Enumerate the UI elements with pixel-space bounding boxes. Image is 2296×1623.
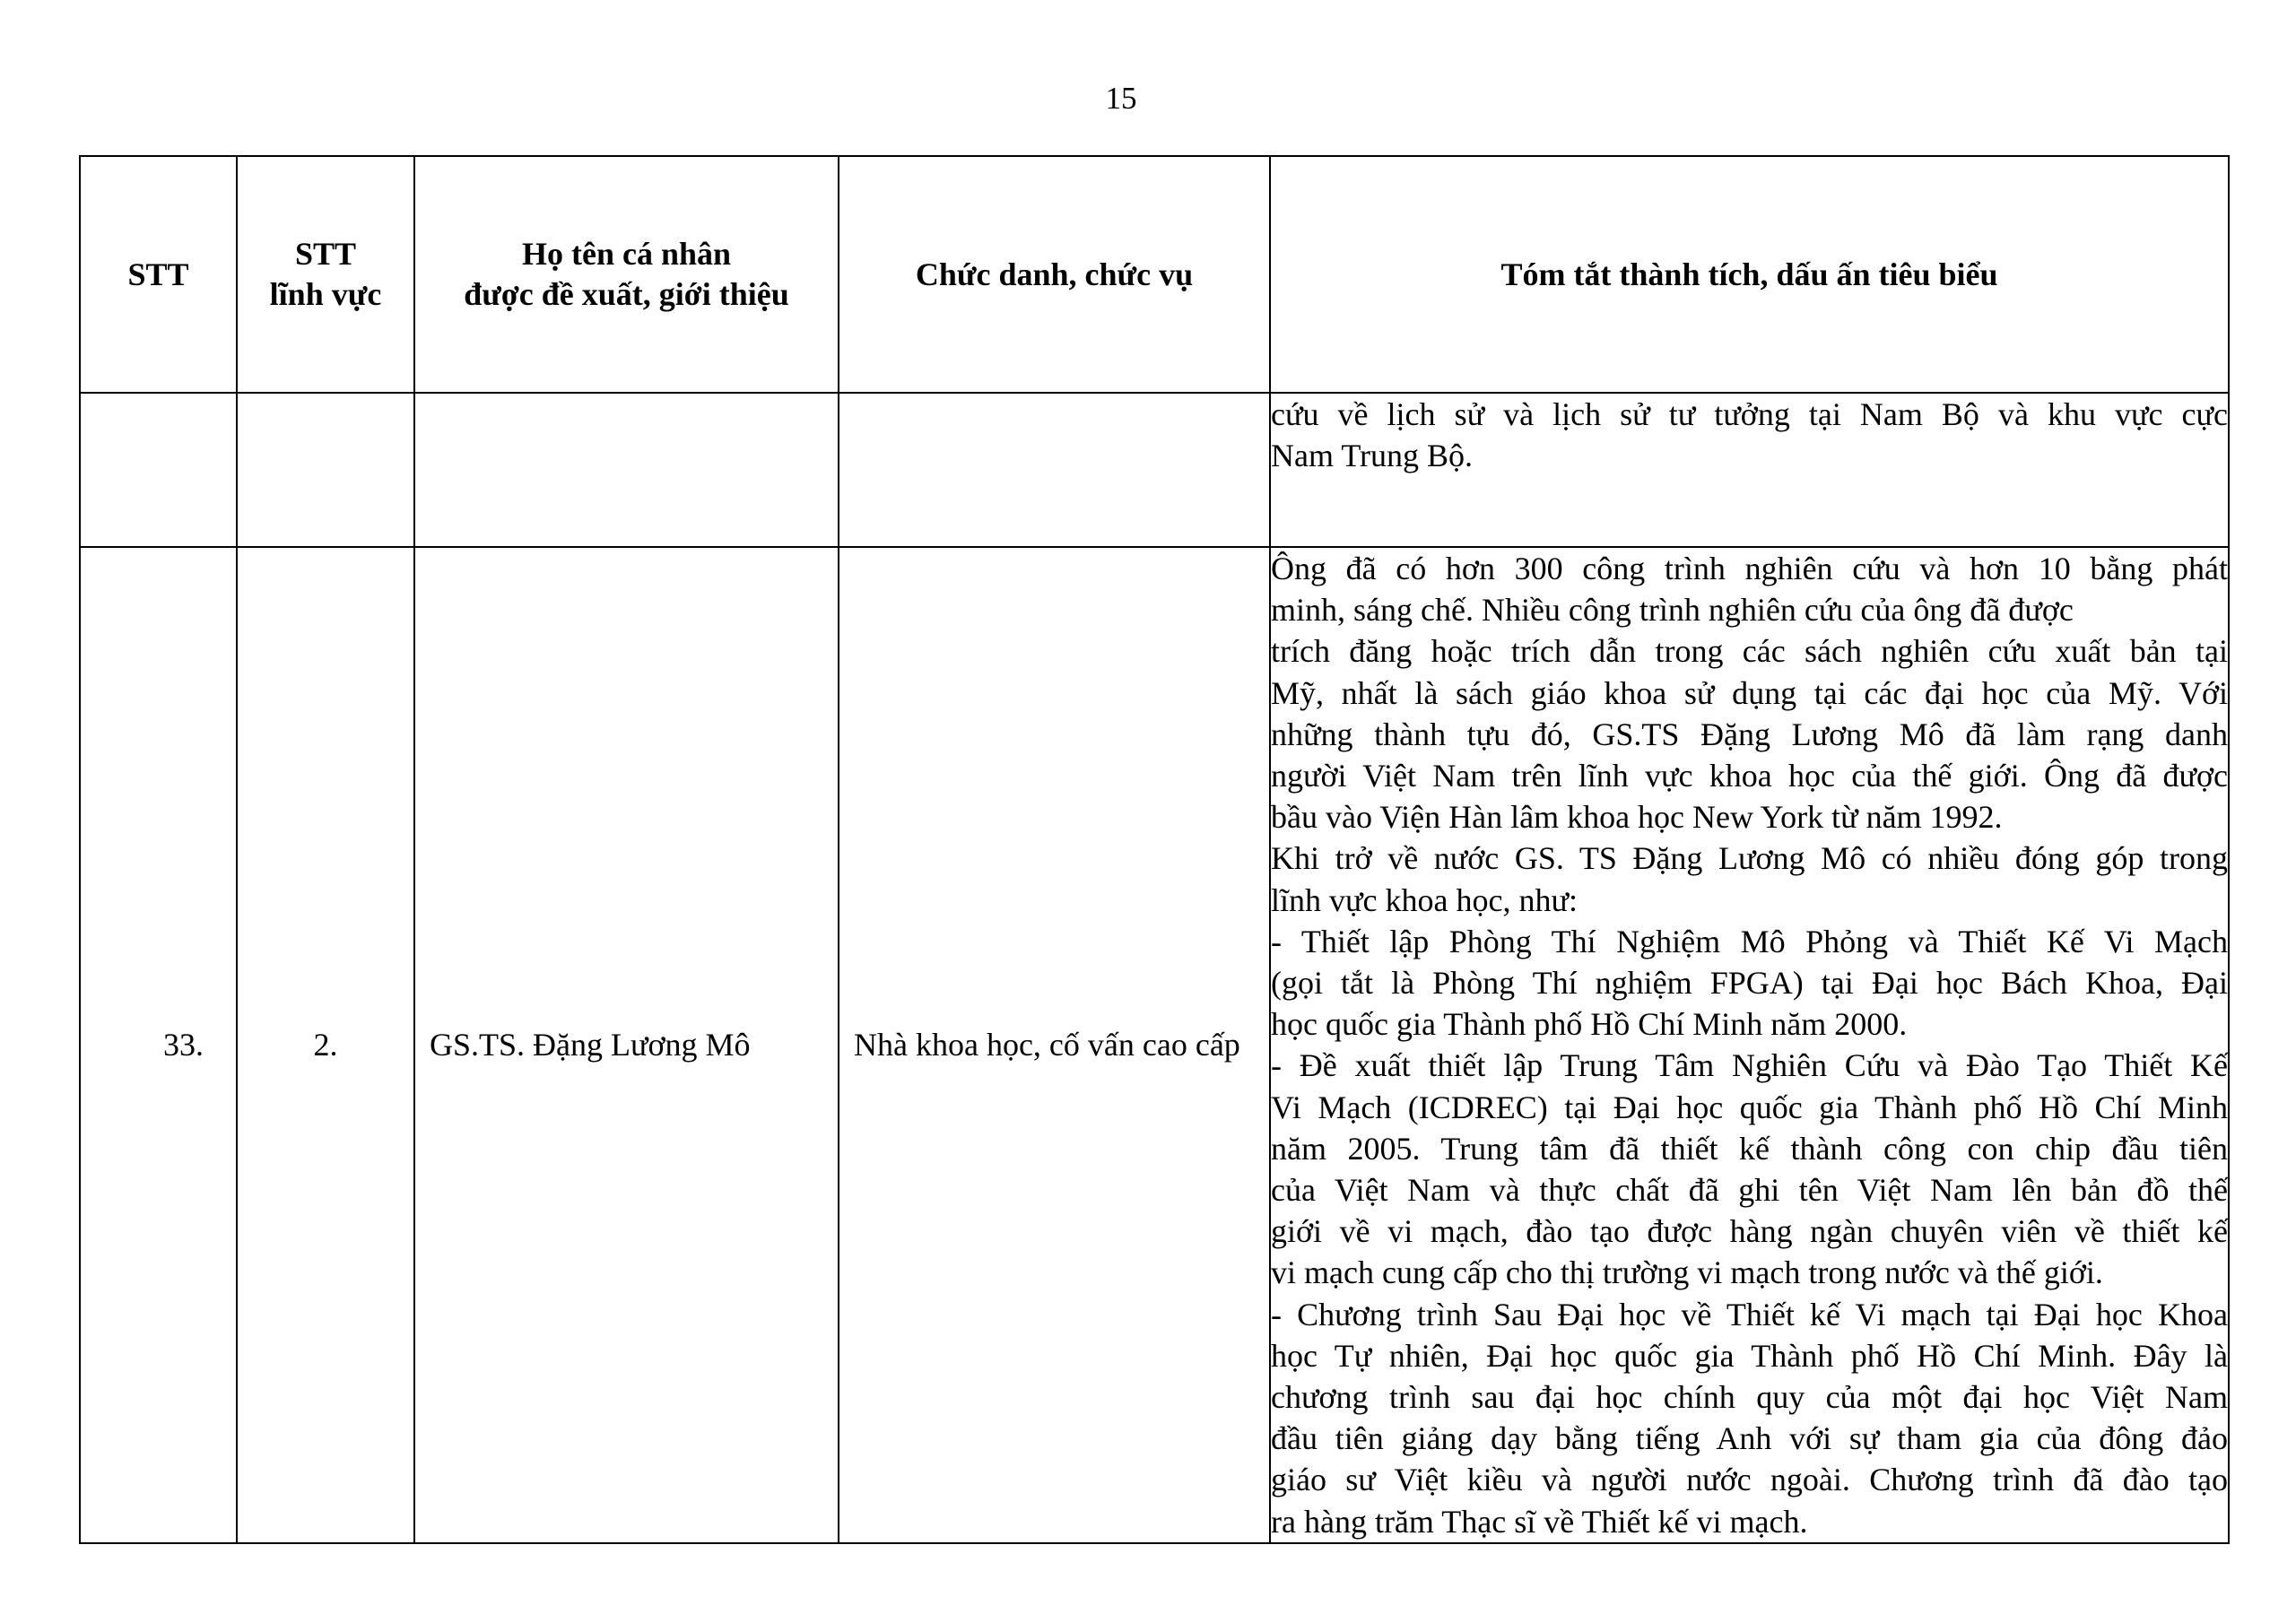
header-title: Chức danh, chức vụ — [839, 156, 1270, 393]
summary-line: Ông đã có hơn 300 công trình nghiên cứu và hơn 10 bằng phát — [1271, 551, 2228, 586]
header-stt-field — [237, 156, 414, 393]
summary-line: cứu về lịch sử và lịch sử tư tưởng tại Nam Bộ và khu vực cực — [1271, 396, 2228, 432]
entry-title: Nhà khoa học, cố vấn cao cấp — [839, 547, 1270, 1543]
header-name — [414, 156, 839, 393]
table-header-row — [80, 156, 2229, 393]
summary-line: Nam Trung Bộ. — [1271, 438, 1474, 474]
continuation-summary-cell — [1270, 393, 2229, 547]
table-row-entry — [80, 547, 2229, 1543]
summary-line: giới về vi mạch, đào tạo được hàng ngàn chuyên viên về thiết kế — [1271, 1213, 2228, 1250]
entry-stt: 33. — [80, 547, 237, 1543]
cell-empty — [414, 393, 839, 547]
summary-line: minh, sáng chế. Nhiều công trình nghiên cứu của ông đã được — [1271, 592, 2074, 629]
header-name-line2: được đề xuất, giới thiệu — [464, 276, 789, 312]
summary-line: học quốc gia Thành phố Hồ Chí Minh năm 2000. — [1271, 1006, 1908, 1043]
summary-line: những thành tựu đó, GS.TS Đặng Lương Mô đã làm rạng danh — [1271, 716, 2228, 752]
summary-line: - Đề xuất thiết lập Trung Tâm Nghiên Cứu và Đào Tạo Thiết Kế — [1271, 1047, 2228, 1084]
summary-line: người Việt Nam trên lĩnh vực khoa học của thế giới. Ông đã được — [1271, 758, 2228, 794]
summary-line: bầu vào Viện Hàn lâm khoa học New York từ năm 1992. — [1271, 799, 2003, 836]
header-name-line1: Họ tên cá nhân — [521, 236, 732, 272]
summary-line: năm 2005. Trung tâm đã thiết kế thành công con chip đầu tiên — [1271, 1130, 2228, 1167]
header-stt-field-line2: lĩnh vực — [269, 276, 382, 312]
cell-empty — [80, 393, 237, 547]
summary-line: của Việt Nam và thực chất đã ghi tên Việt Nam lên bản đồ thế — [1271, 1172, 2228, 1209]
summary-line: (gọi tắt là Phòng Thí nghiệm FPGA) tại Đại học Bách Khoa, Đại — [1271, 965, 2228, 1002]
header-summary: Tóm tắt thành tích, dấu ấn tiêu biểu — [1270, 156, 2229, 393]
summary-line: Mỹ, nhất là sách giáo khoa sử dụng tại các đại học của Mỹ. Với — [1271, 674, 2228, 711]
summary-line: giáo sư Việt kiều và người nước ngoài. Chương trình đã đào tạo — [1271, 1462, 2228, 1498]
summary-line: Khi trở về nước GS. TS Đặng Lương Mô có nhiều đóng góp trong — [1271, 840, 2228, 877]
summary-line: trích đăng hoặc trích dẫn trong các sách nghiên cứu xuất bản tại — [1271, 633, 2228, 670]
summary-line: - Thiết lập Phòng Thí Nghiệm Mô Phỏng và Thiết Kế Vi Mạch — [1271, 923, 2228, 959]
summary-line: lĩnh vực khoa học, như: — [1271, 881, 1578, 918]
header-stt: STT — [80, 156, 237, 393]
summary-line: Vi Mạch (ICDREC) tại Đại học quốc gia Thành phố Hồ Chí Minh — [1271, 1089, 2228, 1125]
table-row-continuation — [80, 393, 2229, 547]
summary-line: ra hàng trăm Thạc sĩ về Thiết kế vi mạch. — [1271, 1503, 1808, 1540]
summary-line: đầu tiên giảng dạy bằng tiếng Anh với sự tham gia của đông đảo — [1271, 1420, 2228, 1457]
cell-empty — [839, 393, 1270, 547]
header-stt-field-line1: STT — [294, 236, 357, 272]
summary-line: vi mạch cung cấp cho thị trường vi mạch trong nước và thế giới. — [1271, 1254, 2103, 1291]
nominee-table — [79, 155, 2230, 1544]
summary-line: chương trình sau đại học chính quy của một đại học Việt Nam — [1271, 1379, 2228, 1416]
page-number: 15 — [1105, 81, 1137, 116]
entry-summary — [1270, 547, 2229, 1543]
entry-stt-field: 2. — [237, 547, 414, 1543]
entry-name: GS.TS. Đặng Lương Mô — [414, 547, 839, 1543]
summary-line: - Chương trình Sau Đại học về Thiết kế Vi mạch tại Đại học Khoa — [1271, 1296, 2228, 1332]
summary-line: học Tự nhiên, Đại học quốc gia Thành phố Hồ Chí Minh. Đây là — [1271, 1337, 2228, 1374]
cell-empty — [237, 393, 414, 547]
